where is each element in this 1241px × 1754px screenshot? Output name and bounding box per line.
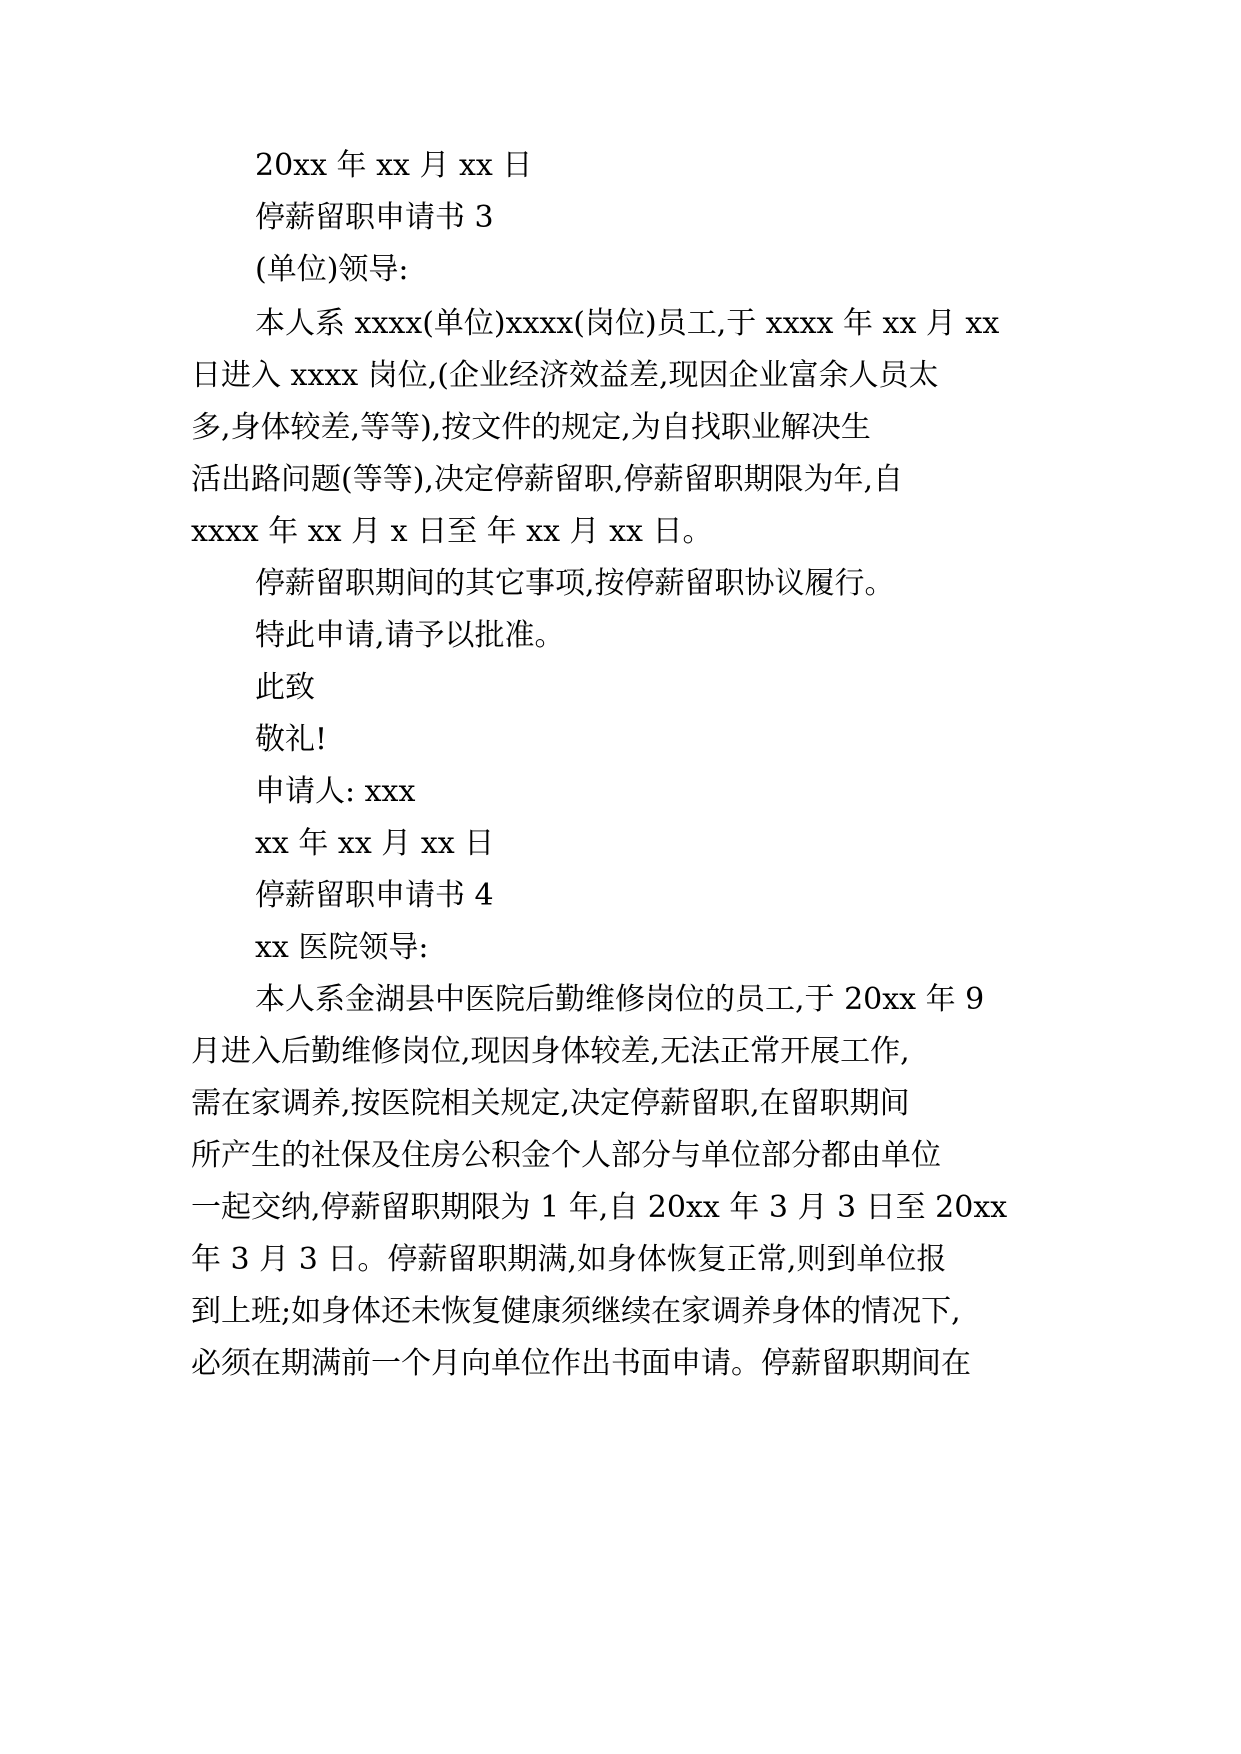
body-text-line: 需在家调养,按医院相关规定,决定停薪留职,在留职期间 <box>191 1086 910 1121</box>
applicant-line: 申请人: xxx <box>255 774 416 809</box>
body-text-line: 月进入后勤维修岗位,现因身体较差,无法正常开展工作, <box>191 1034 910 1069</box>
section-title: 停薪留职申请书 4 <box>255 878 494 913</box>
date-line: 20xx 年 xx 月 xx 日 <box>255 148 533 183</box>
section-title: 停薪留职申请书 3 <box>255 200 494 235</box>
body-text-line: xxxx 年 xx 月 x 日至 年 xx 月 xx 日。 <box>191 514 713 549</box>
body-text-line: 特此申请,请予以批准。 <box>255 618 565 653</box>
body-text-line: 本人系 xxxx(单位)xxxx(岗位)员工,于 xxxx 年 xx 月 xx <box>255 306 1000 341</box>
body-text-line: 所产生的社保及住房公积金个人部分与单位部分都由单位 <box>191 1138 941 1173</box>
body-text-line: 必须在期满前一个月向单位作出书面申请。停薪留职期间在 <box>191 1346 971 1381</box>
closing-line: 敬礼! <box>255 722 328 757</box>
body-text-line: 年 3 月 3 日。停薪留职期满,如身体恢复正常,则到单位报 <box>191 1242 947 1277</box>
salutation: (单位)领导: <box>255 252 409 287</box>
body-text-line: 到上班;如身体还未恢复健康须继续在家调养身体的情况下, <box>191 1294 961 1329</box>
closing-line: 此致 <box>255 670 315 705</box>
body-text-line: 本人系金湖县中医院后勤维修岗位的员工,于 20xx 年 9 <box>255 982 985 1017</box>
body-text-line: 活出路问题(等等),决定停薪留职,停薪留职期限为年,自 <box>191 462 904 497</box>
body-text-line: 停薪留职期间的其它事项,按停薪留职协议履行。 <box>255 566 895 601</box>
body-text-line: 一起交纳,停薪留职期限为 1 年,自 20xx 年 3 月 3 日至 20xx <box>191 1190 1008 1225</box>
body-text-line: 多,身体较差,等等),按文件的规定,为自找职业解决生 <box>191 410 871 445</box>
salutation: xx 医院领导: <box>255 930 429 965</box>
date-line: xx 年 xx 月 xx 日 <box>255 826 495 861</box>
body-text-line: 日进入 xxxx 岗位,(企业经济效益差,现因企业富余人员太 <box>191 358 939 393</box>
